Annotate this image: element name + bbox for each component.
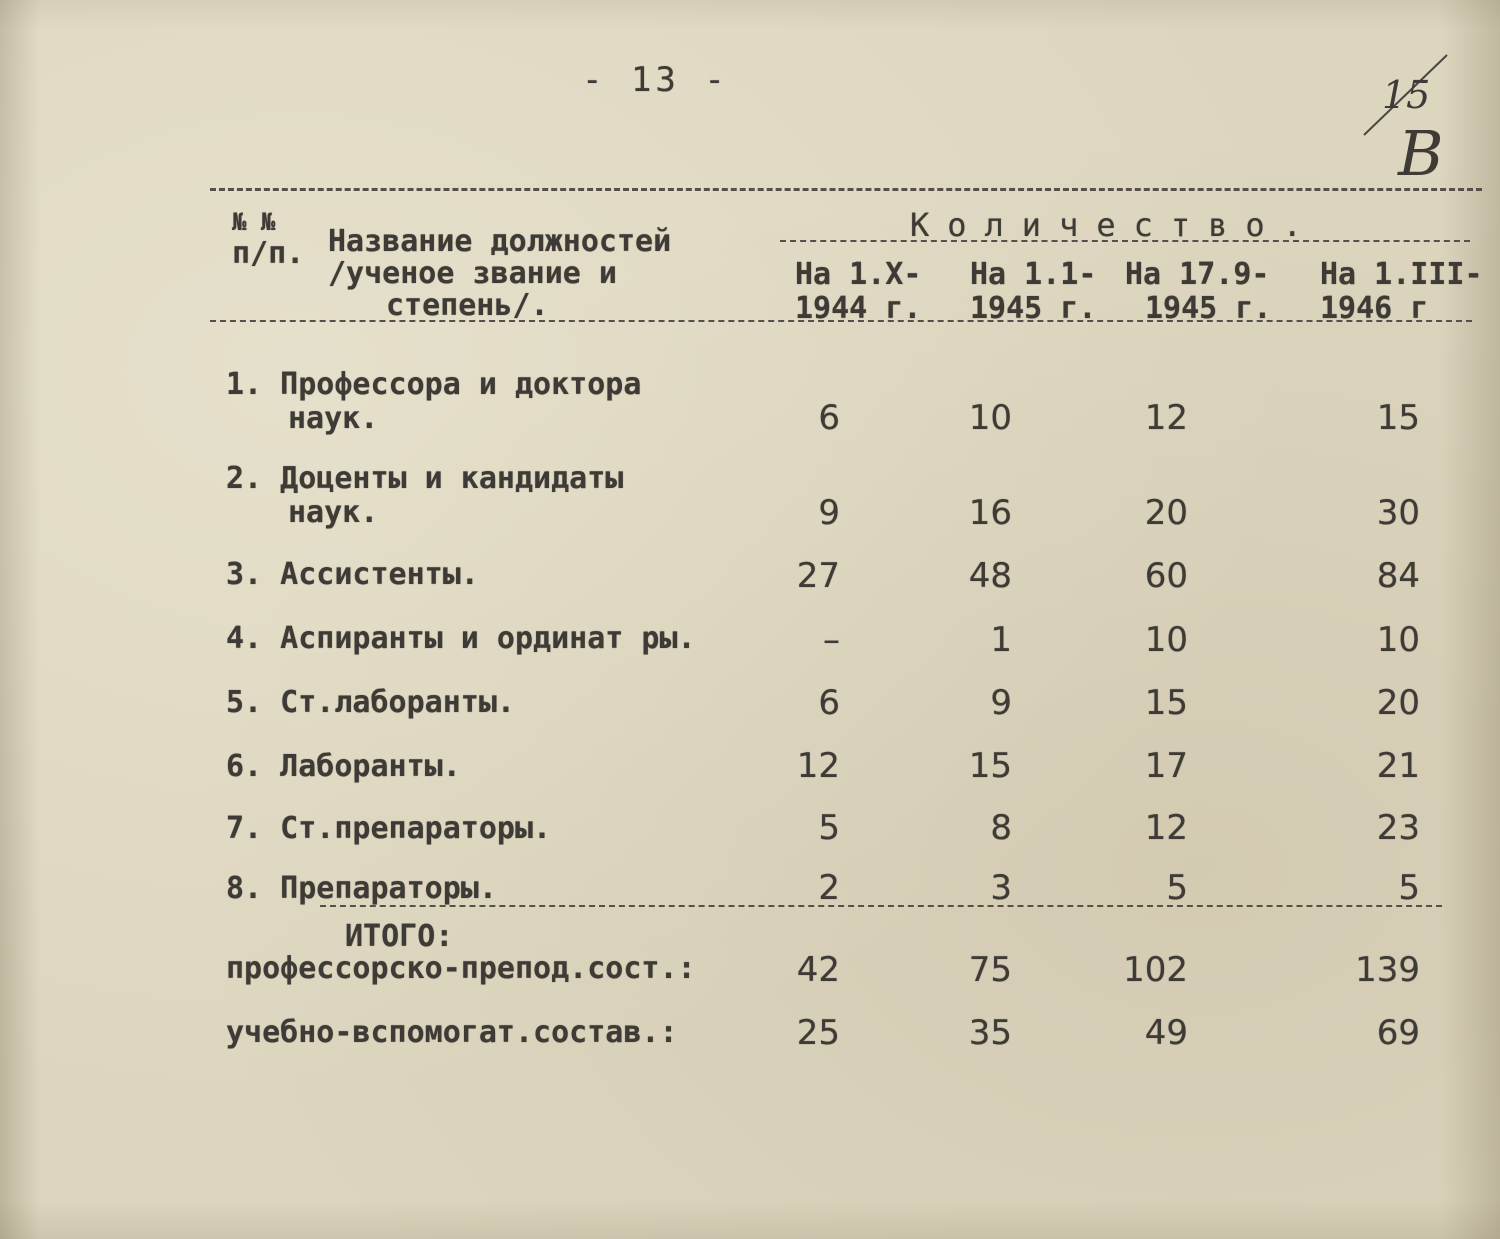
table-top-rule <box>210 188 1482 191</box>
table-cell: 20 <box>1144 493 1188 533</box>
folio-letter: В <box>1398 117 1444 190</box>
totals-row-label: профессорско-препод.сост.: <box>226 951 696 986</box>
row-label-line2: наук. <box>288 401 379 436</box>
totals-cell: 49 <box>1144 1013 1188 1053</box>
handwritten-folio <box>1352 50 1462 190</box>
header-date-2-line1: На 1.1- <box>970 257 1097 292</box>
header-date-3-line1: На 17.9- <box>1125 257 1270 292</box>
table-cell: 1 <box>990 620 1012 660</box>
totals-cell: 69 <box>1376 1013 1420 1053</box>
table-cell: 10 <box>1144 620 1188 660</box>
table-cell: 60 <box>1144 556 1188 596</box>
table-row-label: 3. Ассистенты. <box>226 557 479 592</box>
header-date-1-line2: 1944 г. <box>795 291 922 326</box>
table-row-label: 6. Лаборанты. <box>226 749 461 784</box>
table-cell: 30 <box>1376 493 1420 533</box>
row-label-line1: 1. Профессора и доктора <box>226 367 642 402</box>
header-name-col <box>328 226 671 322</box>
table-cell: 16 <box>968 493 1012 533</box>
header-date-3 <box>1125 258 1271 326</box>
table-cell: 15 <box>1144 683 1188 723</box>
folio-stroke <box>1352 50 1462 190</box>
table-cell: 17 <box>1144 746 1188 786</box>
header-name-line1: Название должностей <box>328 224 672 259</box>
header-date-2 <box>970 258 1096 326</box>
table-cell: 15 <box>1376 398 1420 438</box>
row-label-line1: 2. Доценты и кандидаты <box>226 461 624 496</box>
table-cell: 3 <box>990 868 1012 908</box>
table-row-label: 8. Препараторы. <box>226 871 497 906</box>
table-row-label <box>226 462 623 530</box>
table-cell: 48 <box>968 556 1012 596</box>
header-date-1 <box>795 258 921 326</box>
table-cell: 5 <box>1398 868 1420 908</box>
table-cell: 6 <box>818 683 840 723</box>
table-cell: 23 <box>1376 808 1420 848</box>
table-cell: 21 <box>1376 746 1420 786</box>
table-row-label: 4. Аспиранты и ординат ры. <box>226 621 696 656</box>
table-cell: 6 <box>818 398 840 438</box>
table-cell: 9 <box>990 683 1012 723</box>
table-cell: 12 <box>1144 398 1188 438</box>
header-date-4 <box>1320 258 1483 326</box>
header-date-4-line1: На 1.III- <box>1320 257 1483 292</box>
header-date-3-line2: 1945 г. <box>1145 291 1272 326</box>
table-cell: 9 <box>818 493 840 533</box>
table-cell: 8 <box>990 808 1012 848</box>
header-date-4-line2: 1946 г <box>1320 291 1429 326</box>
totals-cell: 35 <box>968 1013 1012 1053</box>
totals-cell: 102 <box>1123 950 1188 990</box>
table-cell: 20 <box>1376 683 1420 723</box>
header-name-line3: степень/. <box>386 288 549 323</box>
table-row-label: 5. Ст.лаборанты. <box>226 685 515 720</box>
totals-cell: 75 <box>968 950 1012 990</box>
table-cell: 84 <box>1376 556 1420 596</box>
table-row-label <box>226 368 641 436</box>
totals-cell: 139 <box>1355 950 1420 990</box>
totals-cell: 25 <box>796 1013 840 1053</box>
totals-row-label: учебно-вспомогат.состав.: <box>226 1015 678 1050</box>
header-name-line2: /ученое звание и <box>328 256 617 291</box>
page-number: - 13 - <box>582 60 729 100</box>
table-cell: 27 <box>796 556 840 596</box>
header-number-col <box>232 206 304 270</box>
header-date-1-line1: На 1.Х- <box>795 257 922 292</box>
table-row-label: 7. Ст.препараторы. <box>226 811 552 846</box>
table-cell: 12 <box>1144 808 1188 848</box>
table-cell: 12 <box>796 746 840 786</box>
table-cell: 5 <box>1166 868 1188 908</box>
table-cell: 2 <box>818 868 840 908</box>
header-date-2-line2: 1945 г. <box>970 291 1097 326</box>
table-cell: – <box>823 620 840 660</box>
folio-number: 15 <box>1382 73 1431 117</box>
totals-heading: ИТОГО: <box>345 919 454 954</box>
header-number-line2: п/п. <box>232 236 305 271</box>
table-cell: 10 <box>1376 620 1420 660</box>
row-label-line2: наук. <box>288 495 379 530</box>
header-quantity: Количество. <box>910 206 1320 244</box>
table-cell: 5 <box>818 808 840 848</box>
table-cell: 15 <box>968 746 1012 786</box>
table-cell: 10 <box>968 398 1012 438</box>
header-number-line1: № № <box>232 208 276 236</box>
totals-cell: 42 <box>796 950 840 990</box>
